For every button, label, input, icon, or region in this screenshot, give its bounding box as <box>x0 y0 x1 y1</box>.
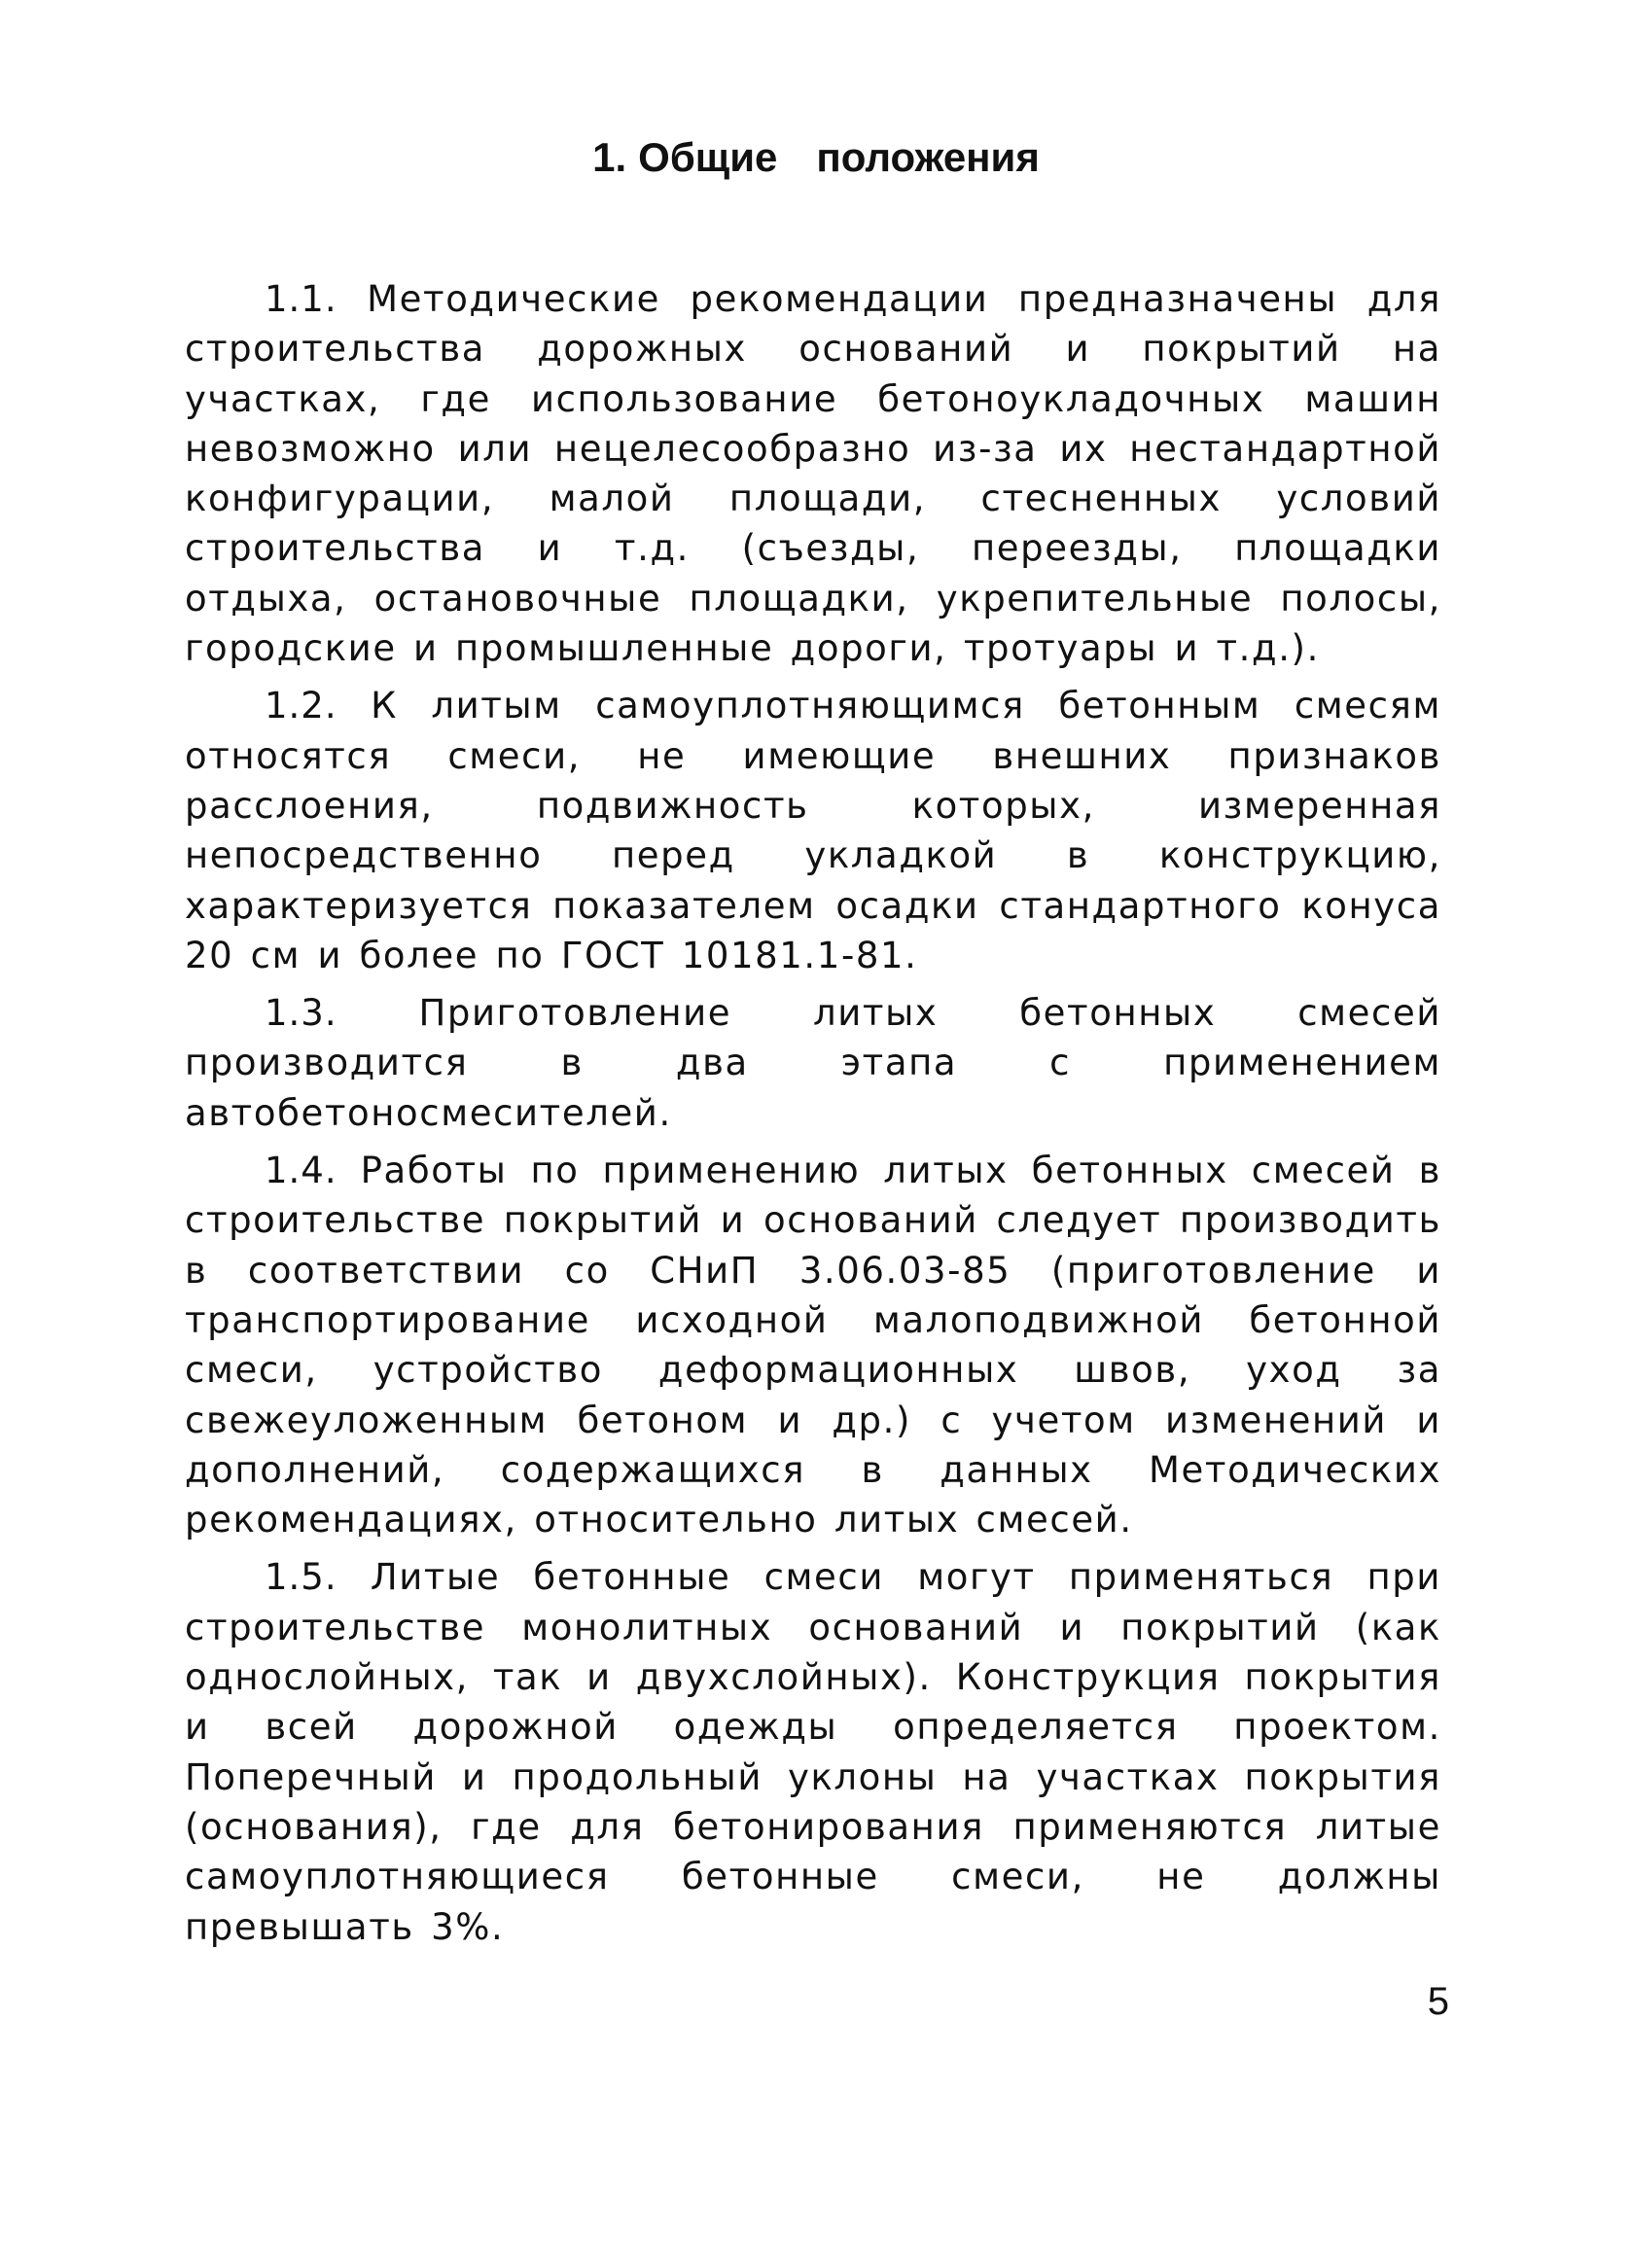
paragraph-text: Приготовление литых бетонных смесей производится в два этапа с применением автобетоносмесителей. <box>185 992 1441 1134</box>
paragraph-number: 1.1. <box>265 278 337 320</box>
paragraph-text: К литым самоуплотняющимся бетонным смесям относятся смеси, не имеющие внешних признаков расслоения, подвижность которых, измеренная непосредственно перед укладкой в конструкцию, характеризуется показателем осадки стандартного конуса 20 см и более по ГОСТ 10181.1-81. <box>185 685 1441 976</box>
paragraph-1-3 <box>185 988 1441 1138</box>
paragraph-1-2 <box>185 681 1441 980</box>
section-title <box>0 134 1632 181</box>
section-title-word-2: положения <box>816 134 1040 180</box>
page-number: 5 <box>1427 1980 1449 2023</box>
paragraph-1-5 <box>185 1552 1441 1951</box>
paragraph-text: Работы по применению литых бетонных смесей в строительстве покрытий и оснований следует производить в соответствии со СНиП 3.06.03-85 (приготовление и транспортирование исходной малоподвижной бетонной смеси, устройство деформационных швов, уход за свежеуложенным бетоном и др.) с учетом изменений и дополнений, содержащихся в данных Методических рекомендациях, относительно литых смесей. <box>185 1150 1441 1542</box>
paragraph-number: 1.4. <box>265 1150 337 1192</box>
paragraph-number: 1.2. <box>265 685 337 727</box>
paragraph-1-4 <box>185 1146 1441 1544</box>
section-title-word-1: Общие <box>638 134 778 180</box>
paragraph-1-1 <box>185 274 1441 673</box>
section-number: 1. <box>592 134 627 180</box>
paragraph-text: Литые бетонные смеси могут применяться при строительстве монолитных оснований и покрытий (как однослойных, так и двухслойных). Конструкция покрытия и всей дорожной одежды определяется проектом. Поперечный и продольный уклоны на участках покрытия (основания), где для бетонирования применяются литые самоуплотняющиеся бетонные смеси, не должны превышать 3%. <box>185 1556 1441 1948</box>
paragraph-number: 1.3. <box>265 992 337 1035</box>
paragraph-number: 1.5. <box>265 1556 337 1599</box>
body-text <box>185 274 1441 1960</box>
paragraph-text: Методические рекомендации предназначены для строительства дорожных оснований и покрытий на участках, где использование бетоноукладочных машин невозможно или нецелесообразно из-за их нестандартной конфигурации, малой площади, стесненных условий строительства и т.д. (съезды, переезды, площадки отдыха, остановочные площадки, укрепительные полосы, городские и промышленные дороги, тротуары и т.д.). <box>185 278 1441 670</box>
